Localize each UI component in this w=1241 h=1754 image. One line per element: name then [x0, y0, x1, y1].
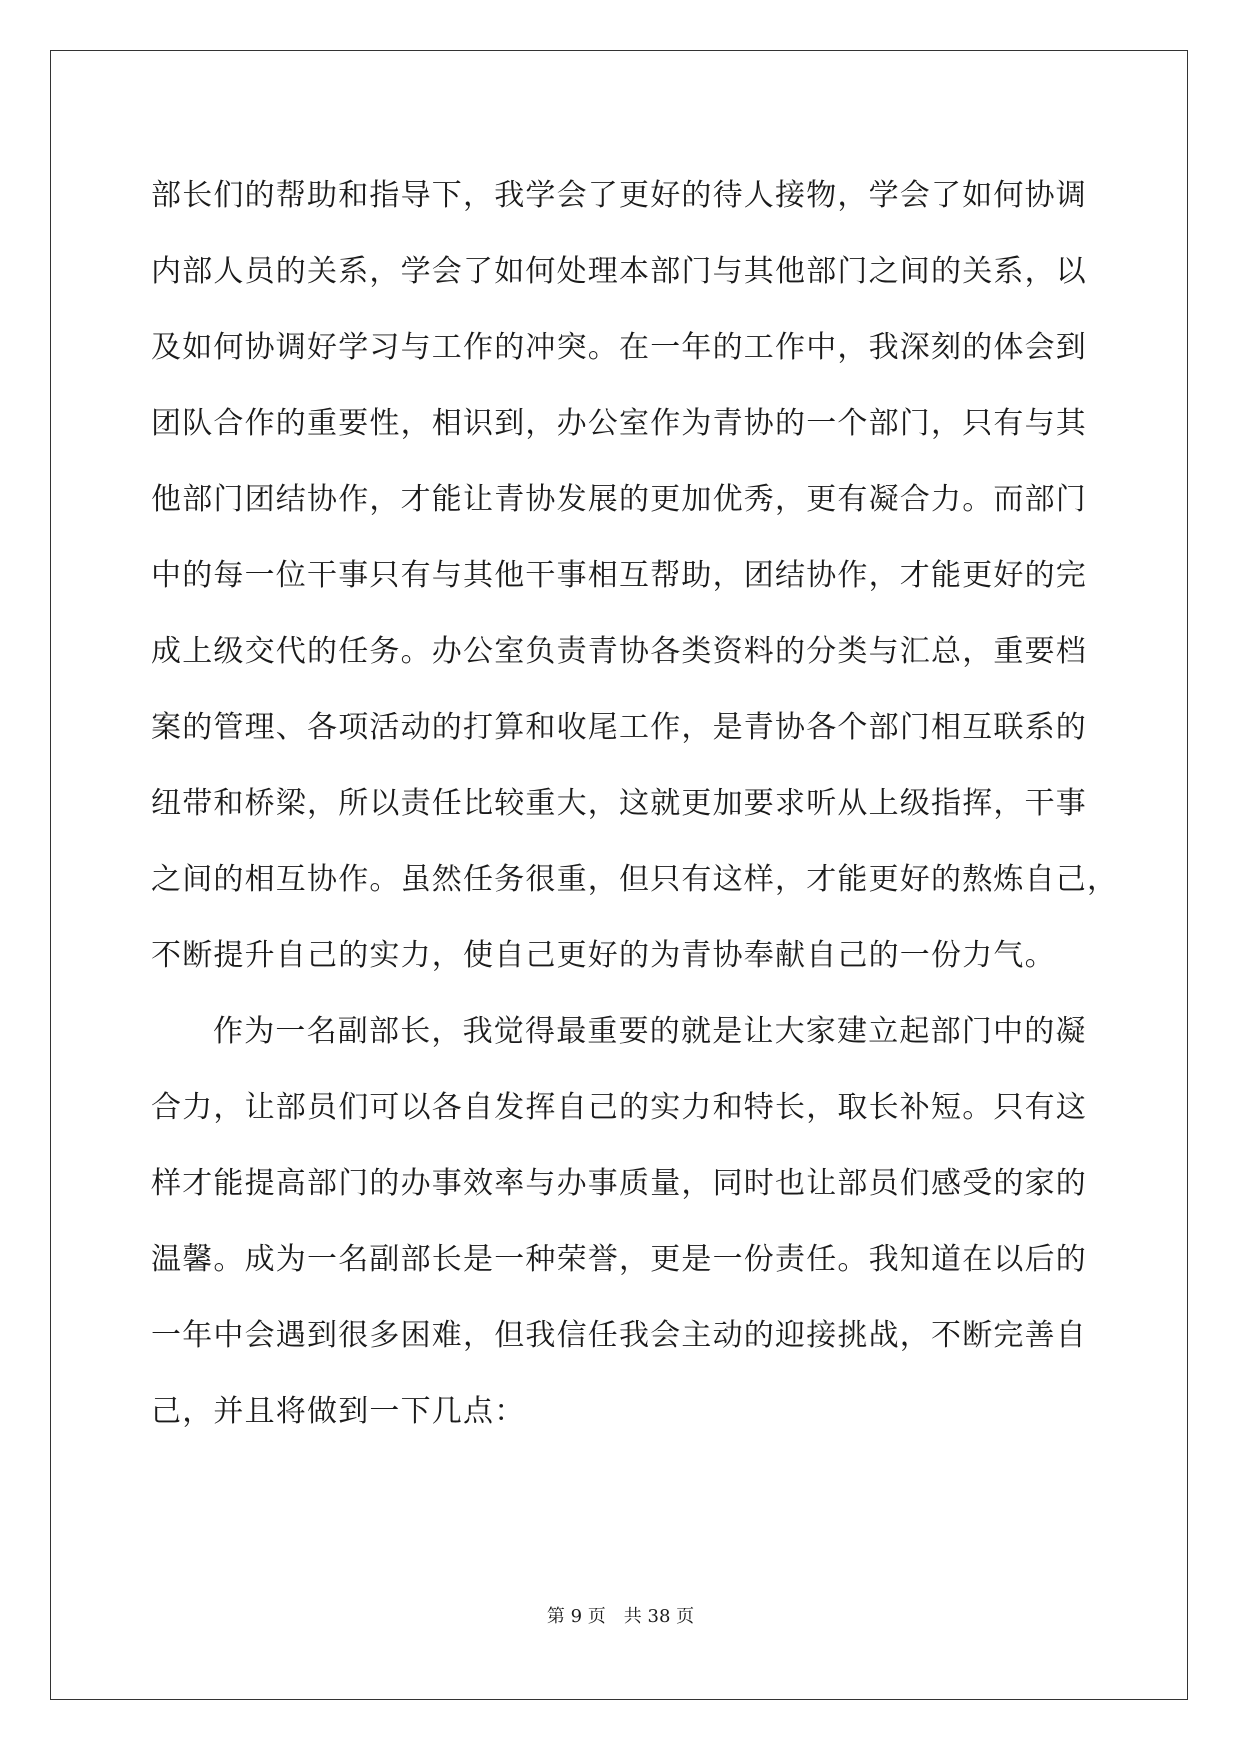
page-total: 共 38 页 — [623, 1606, 695, 1627]
text-line: 团队合作的重要性，相识到，办公室作为青协的一个部门，只有与其 — [151, 406, 1087, 441]
text-line: 样才能提高部门的办事效率与办事质量，同时也让部员们感受的家的 — [151, 1166, 1087, 1201]
text-line: 己，并且将做到一下几点： — [151, 1394, 526, 1429]
text-line: 一年中会遇到很多困难，但我信任我会主动的迎接挑战，不断完善自 — [151, 1318, 1087, 1353]
text-line: 部长们的帮助和指导下，我学会了更好的待人接物，学会了如何协调 — [151, 178, 1087, 213]
text-line: 不断提升自己的实力，使自己更好的为青协奉献自己的一份力气。 — [151, 938, 1056, 973]
page-footer — [0, 1602, 1241, 1628]
text-line: 成上级交代的任务。办公室负责青协各类资料的分类与汇总，重要档 — [151, 634, 1087, 669]
document-body — [151, 158, 1119, 1450]
text-line: 之间的相互协作。虽然任务很重，但只有这样，才能更好的熬炼自己， — [151, 862, 1119, 897]
text-line: 他部门团结协作，才能让青协发展的更加优秀，更有凝合力。而部门 — [151, 482, 1087, 517]
text-line: 中的每一位干事只有与其他干事相互帮助，团结协作，才能更好的完 — [151, 558, 1087, 593]
paragraph-first-line: 作为一名副部长，我觉得最重要的就是让大家建立起部门中的凝 — [213, 1014, 1087, 1049]
text-line: 温馨。成为一名副部长是一种荣誉，更是一份责任。我知道在以后的 — [151, 1242, 1087, 1277]
text-line: 纽带和桥梁，所以责任比较重大，这就更加要求听从上级指挥，干事 — [151, 786, 1087, 821]
text-line: 案的管理、各项活动的打算和收尾工作，是青协各个部门相互联系的 — [151, 710, 1087, 745]
text-line: 及如何协调好学习与工作的冲突。在一年的工作中，我深刻的体会到 — [151, 330, 1087, 365]
text-line: 合力，让部员们可以各自发挥自己的实力和特长，取长补短。只有这 — [151, 1090, 1087, 1125]
text-line: 内部人员的关系，学会了如何处理本部门与其他部门之间的关系，以 — [151, 254, 1087, 289]
page-number: 第 9 页 — [546, 1606, 606, 1627]
